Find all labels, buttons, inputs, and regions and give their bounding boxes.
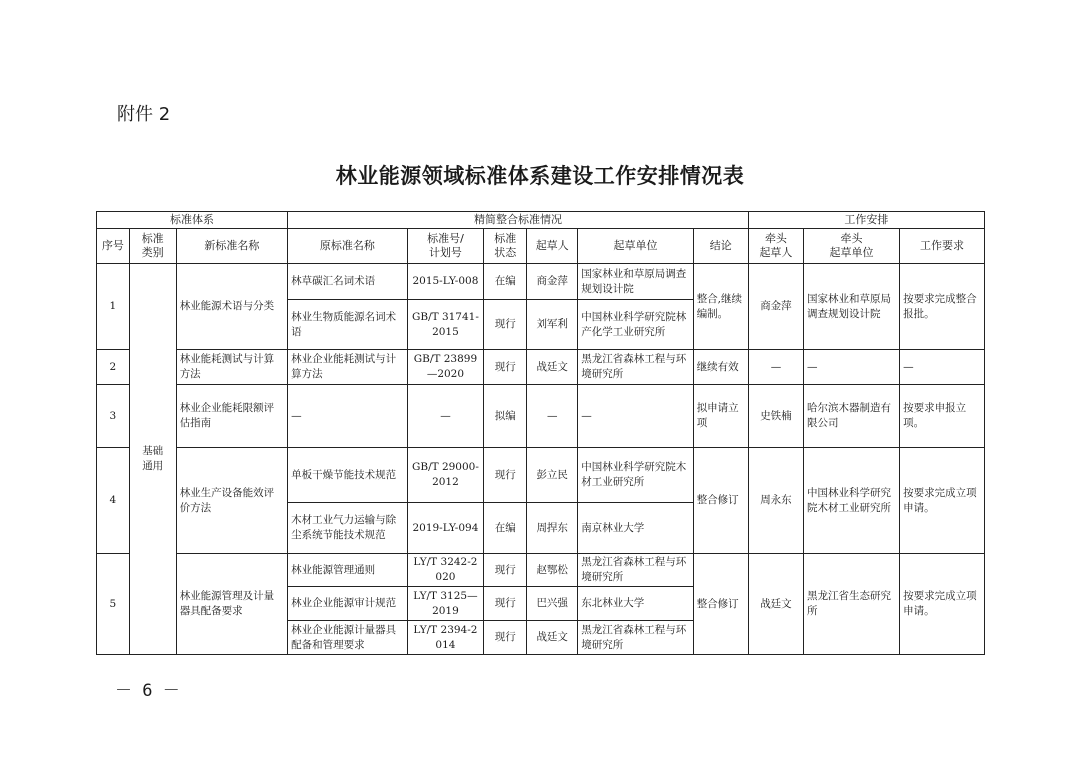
drafter-cell: 巴兴强 xyxy=(527,587,578,621)
std-no-cell: GB/T 31741-2015 xyxy=(407,300,484,350)
drafter-cell: 赵鄂松 xyxy=(527,554,578,587)
status-cell: 现行 xyxy=(484,554,527,587)
col-header-drafter-unit: 起草单位 xyxy=(578,229,693,264)
standards-table xyxy=(96,211,985,655)
new-name-cell: 林业企业能耗限额评估指南 xyxy=(176,385,287,448)
lead-unit-cell: — xyxy=(804,350,900,385)
std-no-cell: — xyxy=(407,385,484,448)
drafter-unit-cell: 中国林业科学研究院木材工业研究所 xyxy=(578,448,693,503)
requirement-cell: 按要求完成立项申请。 xyxy=(900,554,985,655)
col-header-new-name: 新标准名称 xyxy=(176,229,287,264)
drafter-cell: 周捍东 xyxy=(527,503,578,554)
lead-drafter-cell: 周永东 xyxy=(748,448,803,554)
conclusion-cell: 拟申请立项 xyxy=(693,385,748,448)
seq-cell: 5 xyxy=(97,554,130,655)
status-cell: 现行 xyxy=(484,448,527,503)
std-no-cell: LY/T 3242-2020 xyxy=(407,554,484,587)
conclusion-cell: 继续有效 xyxy=(693,350,748,385)
status-cell: 在编 xyxy=(484,264,527,300)
conclusion-cell: 整合修订 xyxy=(693,554,748,655)
std-no-cell: LY/T 3125—2019 xyxy=(407,587,484,621)
table-row xyxy=(97,264,985,300)
drafter-cell: 彭立民 xyxy=(527,448,578,503)
group-header-consolidation: 精简整合标准情况 xyxy=(288,212,749,229)
conclusion-cell: 整合修订 xyxy=(693,448,748,554)
drafter-unit-cell: 中国林业科学研究院林产化学工业研究所 xyxy=(578,300,693,350)
requirement-cell: 按要求完成整合报批。 xyxy=(900,264,985,350)
drafter-unit-cell: 黑龙江省森林工程与环境研究所 xyxy=(578,554,693,587)
page-number: － 6 － xyxy=(115,681,180,701)
seq-cell: 3 xyxy=(97,385,130,448)
status-cell: 现行 xyxy=(484,587,527,621)
drafter-unit-cell: 国家林业和草原局调查规划设计院 xyxy=(578,264,693,300)
drafter-cell: 战廷文 xyxy=(527,350,578,385)
orig-name-cell: 木材工业气力运输与除尘系统节能技术规范 xyxy=(288,503,408,554)
lead-drafter-cell: 战廷文 xyxy=(748,554,803,655)
status-cell: 拟编 xyxy=(484,385,527,448)
drafter-unit-cell: 南京林业大学 xyxy=(578,503,693,554)
status-cell: 现行 xyxy=(484,621,527,655)
document-title: 林业能源领域标准体系建设工作安排情况表 xyxy=(335,163,745,188)
lead-unit-cell: 哈尔滨木器制造有限公司 xyxy=(804,385,900,448)
col-header-lead-drafter: 牵头 起草人 xyxy=(748,229,803,264)
drafter-unit-cell: 东北林业大学 xyxy=(578,587,693,621)
col-header-lead-unit: 牵头 起草单位 xyxy=(804,229,900,264)
col-header-requirement: 工作要求 xyxy=(900,229,985,264)
new-name-cell: 林业能耗测试与计算方法 xyxy=(176,350,287,385)
drafter-unit-cell: — xyxy=(578,385,693,448)
orig-name-cell: 林业企业能源计量器具配备和管理要求 xyxy=(288,621,408,655)
orig-name-cell: 林业能源管理通则 xyxy=(288,554,408,587)
orig-name-cell: — xyxy=(288,385,408,448)
seq-cell: 2 xyxy=(97,350,130,385)
new-name-cell: 林业能源管理及计量器具配备要求 xyxy=(176,554,287,655)
lead-drafter-cell: 商金萍 xyxy=(748,264,803,350)
drafter-cell: — xyxy=(527,385,578,448)
column-header-row xyxy=(97,229,985,264)
col-header-std-no: 标准号/ 计划号 xyxy=(407,229,484,264)
table-row xyxy=(97,385,985,448)
col-header-orig-name: 原标准名称 xyxy=(288,229,408,264)
status-cell: 在编 xyxy=(484,503,527,554)
lead-drafter-cell: — xyxy=(748,350,803,385)
lead-unit-cell: 黑龙江省生态研究所 xyxy=(804,554,900,655)
seq-cell: 1 xyxy=(97,264,130,350)
orig-name-cell: 林草碳汇名词术语 xyxy=(288,264,408,300)
table-row xyxy=(97,448,985,503)
orig-name-cell: 单板干燥节能技术规范 xyxy=(288,448,408,503)
orig-name-cell: 林业企业能耗测试与计算方法 xyxy=(288,350,408,385)
category-cell: 基础 通用 xyxy=(129,264,176,655)
drafter-cell: 战廷文 xyxy=(527,621,578,655)
requirement-cell: — xyxy=(900,350,985,385)
col-header-conclusion: 结论 xyxy=(693,229,748,264)
requirement-cell: 按要求完成立项申请。 xyxy=(900,448,985,554)
std-no-cell: 2015-LY-008 xyxy=(407,264,484,300)
conclusion-cell: 整合,继续编制。 xyxy=(693,264,748,350)
lead-unit-cell: 国家林业和草原局调查规划设计院 xyxy=(804,264,900,350)
table-row xyxy=(97,554,985,587)
col-header-category: 标准 类别 xyxy=(129,229,176,264)
group-header-system: 标准体系 xyxy=(97,212,288,229)
new-name-cell: 林业能源术语与分类 xyxy=(176,264,287,350)
std-no-cell: GB/T 23899—2020 xyxy=(407,350,484,385)
seq-cell: 4 xyxy=(97,448,130,554)
col-header-seq: 序号 xyxy=(97,229,130,264)
lead-drafter-cell: 史铁楠 xyxy=(748,385,803,448)
col-header-status: 标准 状态 xyxy=(484,229,527,264)
std-no-cell: LY/T 2394-2014 xyxy=(407,621,484,655)
std-no-cell: GB/T 29000-2012 xyxy=(407,448,484,503)
drafter-unit-cell: 黑龙江省森林工程与环境研究所 xyxy=(578,350,693,385)
orig-name-cell: 林业生物质能源名词术语 xyxy=(288,300,408,350)
col-header-drafter: 起草人 xyxy=(527,229,578,264)
std-no-cell: 2019-LY-094 xyxy=(407,503,484,554)
drafter-cell: 商金萍 xyxy=(527,264,578,300)
attachment-label: 附件 2 xyxy=(117,104,171,125)
lead-unit-cell: 中国林业科学研究院木材工业研究所 xyxy=(804,448,900,554)
drafter-unit-cell: 黑龙江省森林工程与环境研究所 xyxy=(578,621,693,655)
group-header-work: 工作安排 xyxy=(748,212,984,229)
table-row xyxy=(97,350,985,385)
status-cell: 现行 xyxy=(484,300,527,350)
drafter-cell: 刘军利 xyxy=(527,300,578,350)
requirement-cell: 按要求申报立项。 xyxy=(900,385,985,448)
new-name-cell: 林业生产设备能效评价方法 xyxy=(176,448,287,554)
status-cell: 现行 xyxy=(484,350,527,385)
orig-name-cell: 林业企业能源审计规范 xyxy=(288,587,408,621)
